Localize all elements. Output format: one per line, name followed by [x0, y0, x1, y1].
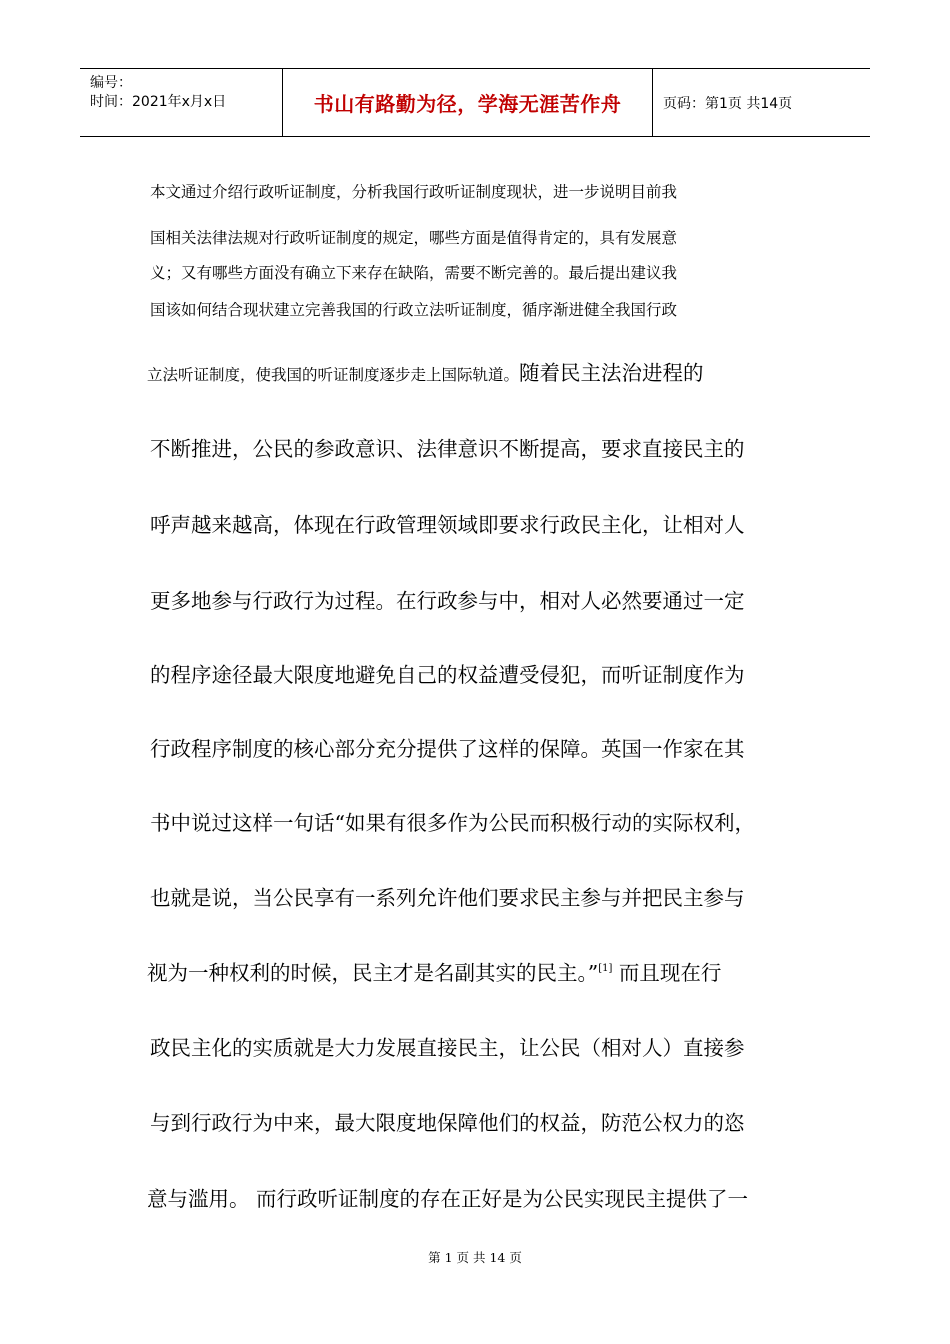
- text-line: 国相关法律法规对行政听证制度的规定，哪些方面是值得肯定的，具有发展意: [150, 229, 678, 247]
- text-line: 书中说过这样一句话“如果有很多作为公民而积极行动的实际权利，: [150, 811, 755, 835]
- text-line: 与到行政行为中来，最大限度地保障他们的权益，防范公权力的恣: [150, 1111, 745, 1135]
- text-segment-big: 随着民主法治进程的: [519, 361, 704, 385]
- header-motto-cell: [283, 69, 653, 136]
- text-line: 呼声越来越高，体现在行政管理领域即要求行政民主化，让相对人: [150, 513, 745, 537]
- text-line: 更多地参与行政行为过程。在行政参与中，相对人必然要通过一定: [150, 589, 745, 613]
- text-segment-small: 立法听证制度，使我国的听证制度逐步走上国际轨道。: [147, 366, 520, 384]
- text-line-citation: [147, 956, 721, 986]
- text-line: 政民主化的实质就是大力发展直接民主，让公民（相对人）直接参: [150, 1036, 745, 1060]
- text-line-mixed: [147, 356, 704, 386]
- motto-text: 书山有路勤为径，学海无涯苦作舟: [313, 92, 622, 116]
- text-line: 行政程序制度的核心部分充分提供了这样的保障。英国一作家在其: [150, 737, 745, 761]
- document-number-label: 编号：: [90, 75, 132, 91]
- text-segment: 视为一种权利的时候，民主才是名副其实的民主。”: [147, 961, 599, 985]
- text-segment: 而且现在行: [612, 961, 722, 985]
- text-line: 意与滥用。 而行政听证制度的存在正好是为公民实现民主提供了一: [147, 1187, 749, 1211]
- document-time-label: 时间：2021年x月x日: [90, 94, 227, 110]
- header-info-cell: [80, 69, 283, 136]
- page-header: [80, 68, 870, 137]
- text-line: 国该如何结合现状建立完善我国的行政立法听证制度，循序渐进健全我国行政: [150, 301, 678, 319]
- text-line: 也就是说，当公民享有一系列允许他们要求民主参与并把民主参与: [150, 886, 745, 910]
- page-footer: 第 1 页 共 14 页: [428, 1250, 522, 1265]
- page-info-text: 页码：第1页 共14页: [663, 95, 793, 112]
- text-line: 本文通过介绍行政听证制度，分析我国行政听证制度现状，进一步说明目前我: [150, 183, 678, 201]
- header-page-info-cell: [653, 69, 870, 136]
- text-line: 不断推进，公民的参政意识、法律意识不断提高，要求直接民主的: [150, 437, 745, 461]
- text-line: 的程序途径最大限度地避免自己的权益遭受侵犯，而听证制度作为: [150, 663, 745, 687]
- citation-reference: [1]: [598, 963, 613, 974]
- text-line: 义；又有哪些方面没有确立下来存在缺陷，需要不断完善的。最后提出建议我: [150, 264, 678, 282]
